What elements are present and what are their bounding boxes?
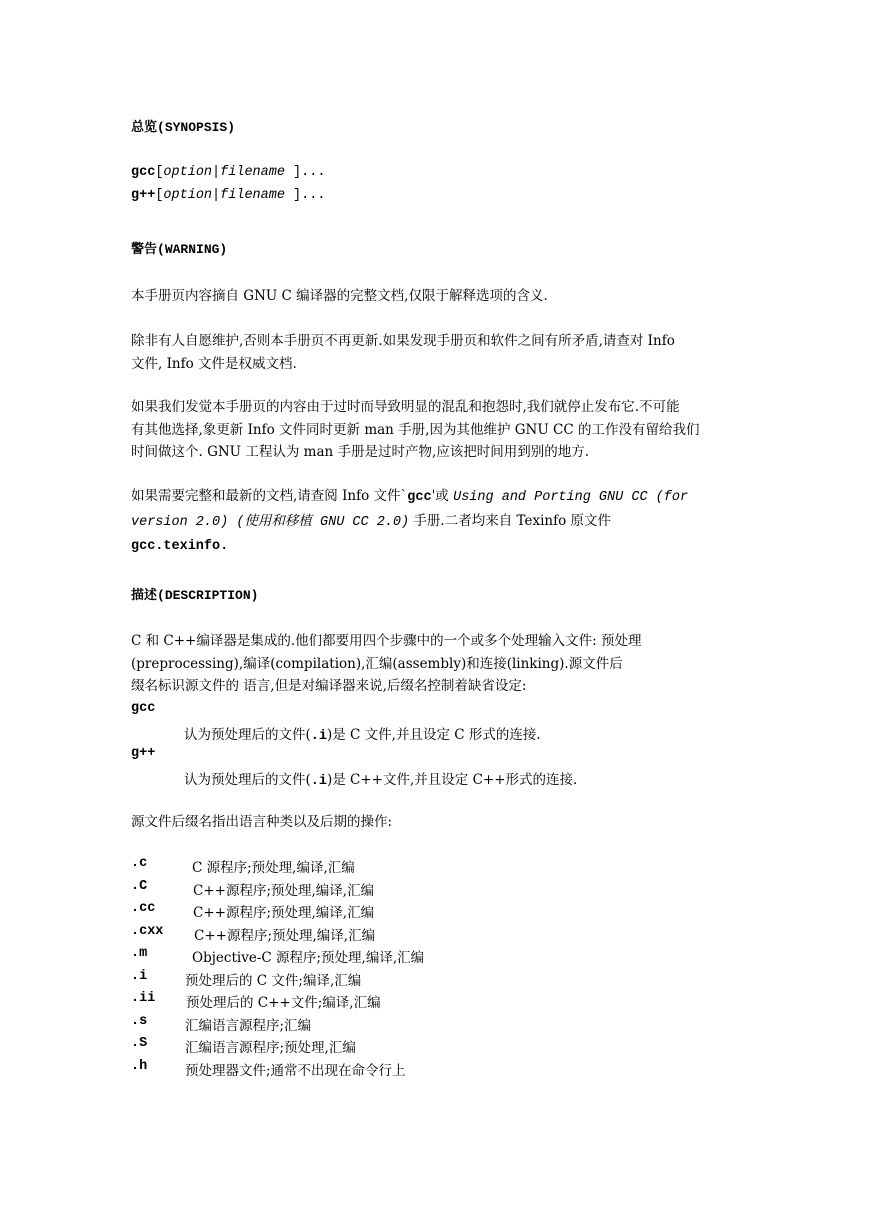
- warning-paragraph-3: [131, 396, 739, 464]
- filename-arg: filename: [220, 165, 285, 180]
- suffix-key: .S: [131, 1036, 148, 1051]
- synopsis-heading-zh: 总览: [131, 120, 158, 135]
- warning-p2-line2: 文件, Info 文件是权威文档.: [131, 355, 297, 372]
- description-p1-line3: 缀名标识源文件的 语言,但是对编译器来说,后缀名控制着缺省设定:: [131, 678, 527, 695]
- synopsis-gcc-line: [131, 165, 325, 180]
- suffix-code: .i: [310, 774, 327, 789]
- gcc-command: gcc: [131, 165, 156, 180]
- synopsis-heading-en: (SYNOPSIS): [157, 120, 236, 135]
- suffix-code: .i: [310, 729, 327, 744]
- description-p1-line2: (preprocessing),编译(compilation),汇编(assembly)和连接(linking).源文件后: [131, 655, 623, 672]
- suffix-key: .cxx: [131, 923, 164, 939]
- info-file-name: gcc: [407, 490, 432, 505]
- option-arg: option: [163, 188, 213, 203]
- suffix-key: .cc: [131, 901, 156, 916]
- warning-p3-line3: 时间做这个. GNU 工程认为 man 手册是过时产物,应该把时间用到别的地方.: [131, 444, 590, 461]
- suffix-description: C++源程序;预处理,编译,汇编: [193, 905, 375, 921]
- suffix-description: 预处理后的 C 文件;编译,汇编: [185, 972, 362, 989]
- open-bracket: [: [155, 188, 164, 203]
- p4-text-end: 手册.二者均来自 Texinfo 原文件: [409, 512, 612, 529]
- warning-paragraph-2: [131, 330, 739, 375]
- definition-gcc: [184, 723, 541, 744]
- texinfo-file-name: gcc.texinfo: [131, 539, 221, 555]
- option-arg: option: [163, 165, 213, 180]
- warning-paragraph-1: 本手册页内容摘自 GNU C 编译器的完整文档,仅限于解释选项的含义.: [131, 288, 548, 304]
- description-heading-zh: 描述: [131, 588, 158, 603]
- separator-bar: |: [212, 165, 221, 180]
- synopsis-heading: [131, 116, 235, 135]
- warning-heading-en: (WARNING): [157, 242, 228, 257]
- description-heading-en: (DESCRIPTION): [157, 588, 259, 603]
- description-paragraph-1: [131, 630, 739, 698]
- suffix-key: .h: [131, 1058, 148, 1074]
- suffix-key: .ii: [131, 991, 156, 1006]
- suffix-key: .s: [131, 1013, 148, 1029]
- suffix-key: .C: [131, 878, 148, 894]
- suffix-description: C 源程序;预处理,编译,汇编: [192, 860, 355, 876]
- warning-p4-line1: [131, 485, 739, 510]
- def-text: 认为预处理后的文件(: [184, 727, 311, 743]
- separator-bar: |: [212, 188, 221, 203]
- manual-title-part1: Using and Porting GNU CC (for: [453, 490, 689, 505]
- warning-p3-line1: 如果我们发觉本手册页的内容由于过时而导致明显的混乱和抱怨时,我们就停止发布它.不可能: [131, 399, 680, 415]
- suffix-description: C++源程序;预处理,编译,汇编: [193, 882, 375, 899]
- warning-heading-zh: 警告: [131, 242, 158, 257]
- suffix-description: C++源程序;预处理,编译,汇编: [194, 927, 376, 944]
- open-bracket: [: [155, 165, 164, 180]
- synopsis-gpp-line: [131, 188, 325, 203]
- warning-p3-line2: 有其他选择,象更新 Info 文件同时更新 man 手册,因为其他维护 GNU CC 的工作没有留给我们: [131, 421, 700, 438]
- p4-quote: '或: [431, 488, 454, 504]
- def-text: )是 C++文件,并且设定 C++形式的连接.: [326, 772, 578, 788]
- close-bracket: ]...: [284, 188, 326, 203]
- suffix-key: .m: [131, 946, 148, 961]
- description-p1-line1: C 和 C++编译器是集成的.他们都要用四个步骤中的一个或多个处理输入文件: 预处理: [131, 633, 642, 649]
- def-text: )是 C 文件,并且设定 C 形式的连接.: [326, 727, 541, 743]
- term-gcc: gcc: [131, 701, 156, 716]
- close-bracket: ]...: [284, 165, 326, 180]
- manual-title-part2: version 2.0) (使用和移植 GNU CC 2.0): [131, 514, 410, 530]
- suffix-description: 预处理器文件;通常不出现在命令行上: [185, 1062, 406, 1079]
- suffix-description: Objective-C 源程序;预处理,编译,汇编: [192, 950, 425, 966]
- suffix-description: 汇编语言源程序;汇编: [185, 1017, 312, 1034]
- warning-p4-line3: [131, 534, 739, 559]
- suffix-key: .c: [131, 856, 148, 871]
- period: .: [220, 539, 229, 555]
- description-heading: [131, 584, 258, 603]
- warning-heading: [131, 238, 227, 257]
- definition-gpp: [184, 768, 577, 789]
- warning-p2-line1: 除非有人自愿维护,否则本手册页不再更新.如果发现手册页和软件之间有所矛盾,请查对 Info: [131, 333, 675, 349]
- filename-arg: filename: [220, 188, 285, 203]
- warning-paragraph-4: [131, 485, 739, 559]
- gpp-command: g++: [131, 188, 156, 203]
- suffix-description: 预处理后的 C++文件;编译,汇编: [186, 995, 381, 1011]
- warning-p4-line2: [131, 510, 739, 535]
- suffix-description: 汇编语言源程序;预处理,汇编: [185, 1040, 356, 1056]
- def-text: 认为预处理后的文件(: [184, 772, 311, 788]
- suffix-key: .i: [131, 968, 148, 984]
- p4-text: 如果需要完整和最新的文档,请查阅 Info 文件`: [131, 488, 408, 504]
- term-gpp: g++: [131, 746, 156, 761]
- description-paragraph-2: 源文件后缀名指出语言种类以及后期的操作:: [131, 814, 393, 830]
